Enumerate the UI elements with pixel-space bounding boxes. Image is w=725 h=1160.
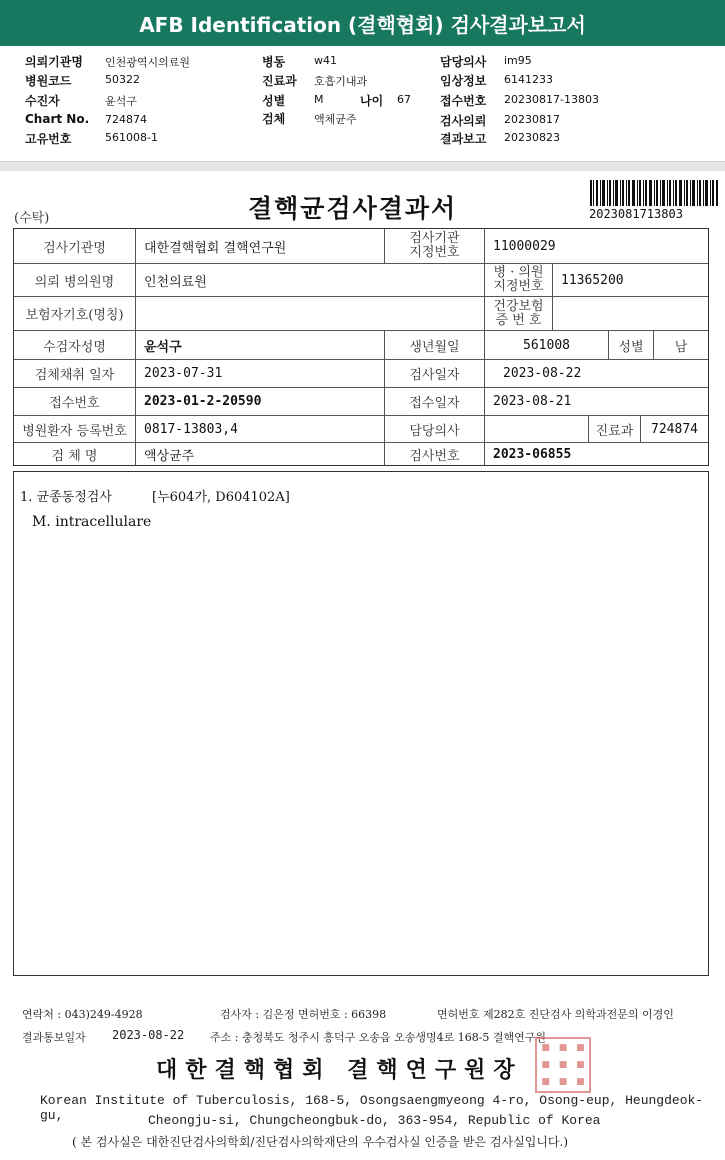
inst-code-value: 11000029 <box>485 229 708 264</box>
health-label <box>485 297 553 331</box>
barcode-number: 2023081713803 <box>589 207 683 221</box>
director-name: 대한결핵협회 결핵연구원장 <box>156 1057 523 1083</box>
doctor-value <box>485 416 589 443</box>
label-unique-no: 고유번호 <box>25 132 72 146</box>
patient-value: 윤석구 <box>136 331 385 360</box>
label-sex: 성별 <box>262 94 286 108</box>
result-document <box>0 171 725 1160</box>
label-age: 나이 <box>360 94 384 108</box>
label-specimen: 검체 <box>262 112 286 126</box>
label-requesting-institution: 의뢰기관명 <box>25 55 83 69</box>
value-doctor: im95 <box>504 54 532 67</box>
hosp-code-label <box>485 264 553 297</box>
hosp-code-label-line2: 지정번호 <box>493 279 544 294</box>
info-table <box>13 228 709 466</box>
footer-license: 면허번호 제282호 진단검사 의학과전문의 이경인 <box>437 1008 674 1021</box>
footer-report-date-label: 결과통보일자 <box>22 1031 86 1044</box>
req-label: 의뢰 병의원명 <box>14 264 136 297</box>
value-chart-no: 724874 <box>105 113 147 126</box>
inst-code-label <box>385 229 485 264</box>
specimen-label: 검 체 명 <box>14 443 136 465</box>
footer-report-date: 2023-08-22 <box>112 1028 185 1042</box>
result-organism: M. intracellulare <box>32 514 152 530</box>
footer-examiner: 검사자 : 김은정 면허번호 : 66398 <box>220 1008 387 1021</box>
barcode-icon <box>590 180 718 206</box>
value-age: 67 <box>397 93 411 106</box>
reception-value: 2023-01-2-20590 <box>136 388 385 416</box>
english-address-line2: Cheongju-si, Chungcheongbuk-do, 363-954, Republic of Korea <box>148 1113 601 1128</box>
value-reception-no: 20230817-13803 <box>504 93 599 106</box>
footer-contact: 연락처 : 043)249-4928 <box>22 1008 143 1021</box>
label-doctor: 담당의사 <box>440 55 487 69</box>
hosp-code-value: 11365200 <box>553 264 708 297</box>
value-result-report: 20230823 <box>504 131 560 144</box>
report-title-bar <box>0 0 725 46</box>
value-sex: M <box>314 93 324 106</box>
label-test-request: 검사의뢰 <box>440 114 487 128</box>
inst-label: 검사기관명 <box>14 229 136 264</box>
label-chart-no: Chart No. <box>25 112 90 126</box>
reception-label: 접수번호 <box>14 388 136 416</box>
collect-value: 2023-07-31 <box>136 360 385 388</box>
english-address-line1: Korean Institute of Tuberculosis, 168-5, Osongsaengmyeong 4-ro, Osong-eup, Heungdeok-gu, <box>40 1093 704 1123</box>
value-specimen: 액체균주 <box>314 113 357 126</box>
test-date-value: 2023-08-22 <box>485 360 708 388</box>
birth-label: 생년월일 <box>385 331 485 360</box>
result-code: [누604가, D604102A] <box>152 490 290 505</box>
section-separator <box>0 161 725 171</box>
test-no-label: 검사번호 <box>385 443 485 465</box>
receipt-label: (수탁) <box>14 211 50 226</box>
health-label-line1: 건강보험 <box>493 298 544 314</box>
patient-label: 수검자성명 <box>14 331 136 360</box>
footer-address: 주소 : 충청북도 청주시 흥덕구 오송읍 오송생명4로 168-5 결핵연구원 <box>210 1031 547 1044</box>
dept-value: 724874 <box>641 416 708 443</box>
hosp-code-label-line1: 병 · 의원 <box>493 265 544 280</box>
sex-label: 성별 <box>609 331 654 360</box>
label-result-report: 결과보고 <box>440 132 487 146</box>
label-reception-no: 접수번호 <box>440 94 487 108</box>
inst-code-label-line2: 지정번호 <box>409 245 460 260</box>
reception-date-label: 접수일자 <box>385 388 485 416</box>
ins-label: 보험자기호(명칭) <box>14 297 136 331</box>
result-item: 1. 균종동정검사 <box>20 490 112 505</box>
result-box <box>13 471 709 976</box>
inst-code-label-line1: 검사기관 <box>409 231 460 246</box>
certification-note: ( 본 검사실은 대한진단검사의학회/진단검사의학재단의 우수검사실 인증을 받은 검사실입니다.) <box>72 1135 569 1149</box>
label-department: 진료과 <box>262 74 297 88</box>
official-seal-icon: ■ ■ ■ ■ ■ ■ ■ ■ ■ <box>535 1037 591 1093</box>
ins-value <box>136 297 485 331</box>
sex-value: 남 <box>654 331 708 360</box>
value-hospital-code: 50322 <box>105 73 140 86</box>
label-patient: 수진자 <box>25 94 60 108</box>
value-test-request: 20230817 <box>504 113 560 126</box>
birth-value: 561008 <box>485 331 609 360</box>
specimen-value: 액상균주 <box>136 443 385 465</box>
value-department: 호흡기내과 <box>314 75 368 88</box>
health-label-line2: 증 번 호 <box>495 312 542 328</box>
reg-label: 병원환자 등록번호 <box>14 416 136 443</box>
dept-label: 진료과 <box>589 416 641 443</box>
collect-label: 검체채취 일자 <box>14 360 136 388</box>
report-title: AFB Identification (결핵협회) 검사결과보고서 <box>139 12 586 37</box>
value-requesting-institution: 인천광역시의료원 <box>105 56 191 69</box>
test-date-label: 검사일자 <box>385 360 485 388</box>
value-ward: w41 <box>314 54 337 67</box>
value-patient: 윤석구 <box>105 95 137 108</box>
reception-date-value: 2023-08-21 <box>485 388 708 416</box>
label-clinical-info: 임상정보 <box>440 74 487 88</box>
doctor-label: 담당의사 <box>385 416 485 443</box>
value-clinical-info: 6141233 <box>504 73 553 86</box>
reg-value: 0817-13803,4 <box>136 416 385 443</box>
health-value <box>553 297 708 331</box>
document-title: 결핵균검사결과서 <box>248 194 458 223</box>
label-hospital-code: 병원코드 <box>25 74 72 88</box>
inst-value: 대한결핵협회 결핵연구원 <box>136 229 385 264</box>
test-no-value: 2023-06855 <box>493 446 572 462</box>
value-unique-no: 561008-1 <box>105 131 158 144</box>
label-ward: 병동 <box>262 55 286 69</box>
report-header <box>0 46 725 161</box>
req-value: 인천의료원 <box>136 264 485 297</box>
